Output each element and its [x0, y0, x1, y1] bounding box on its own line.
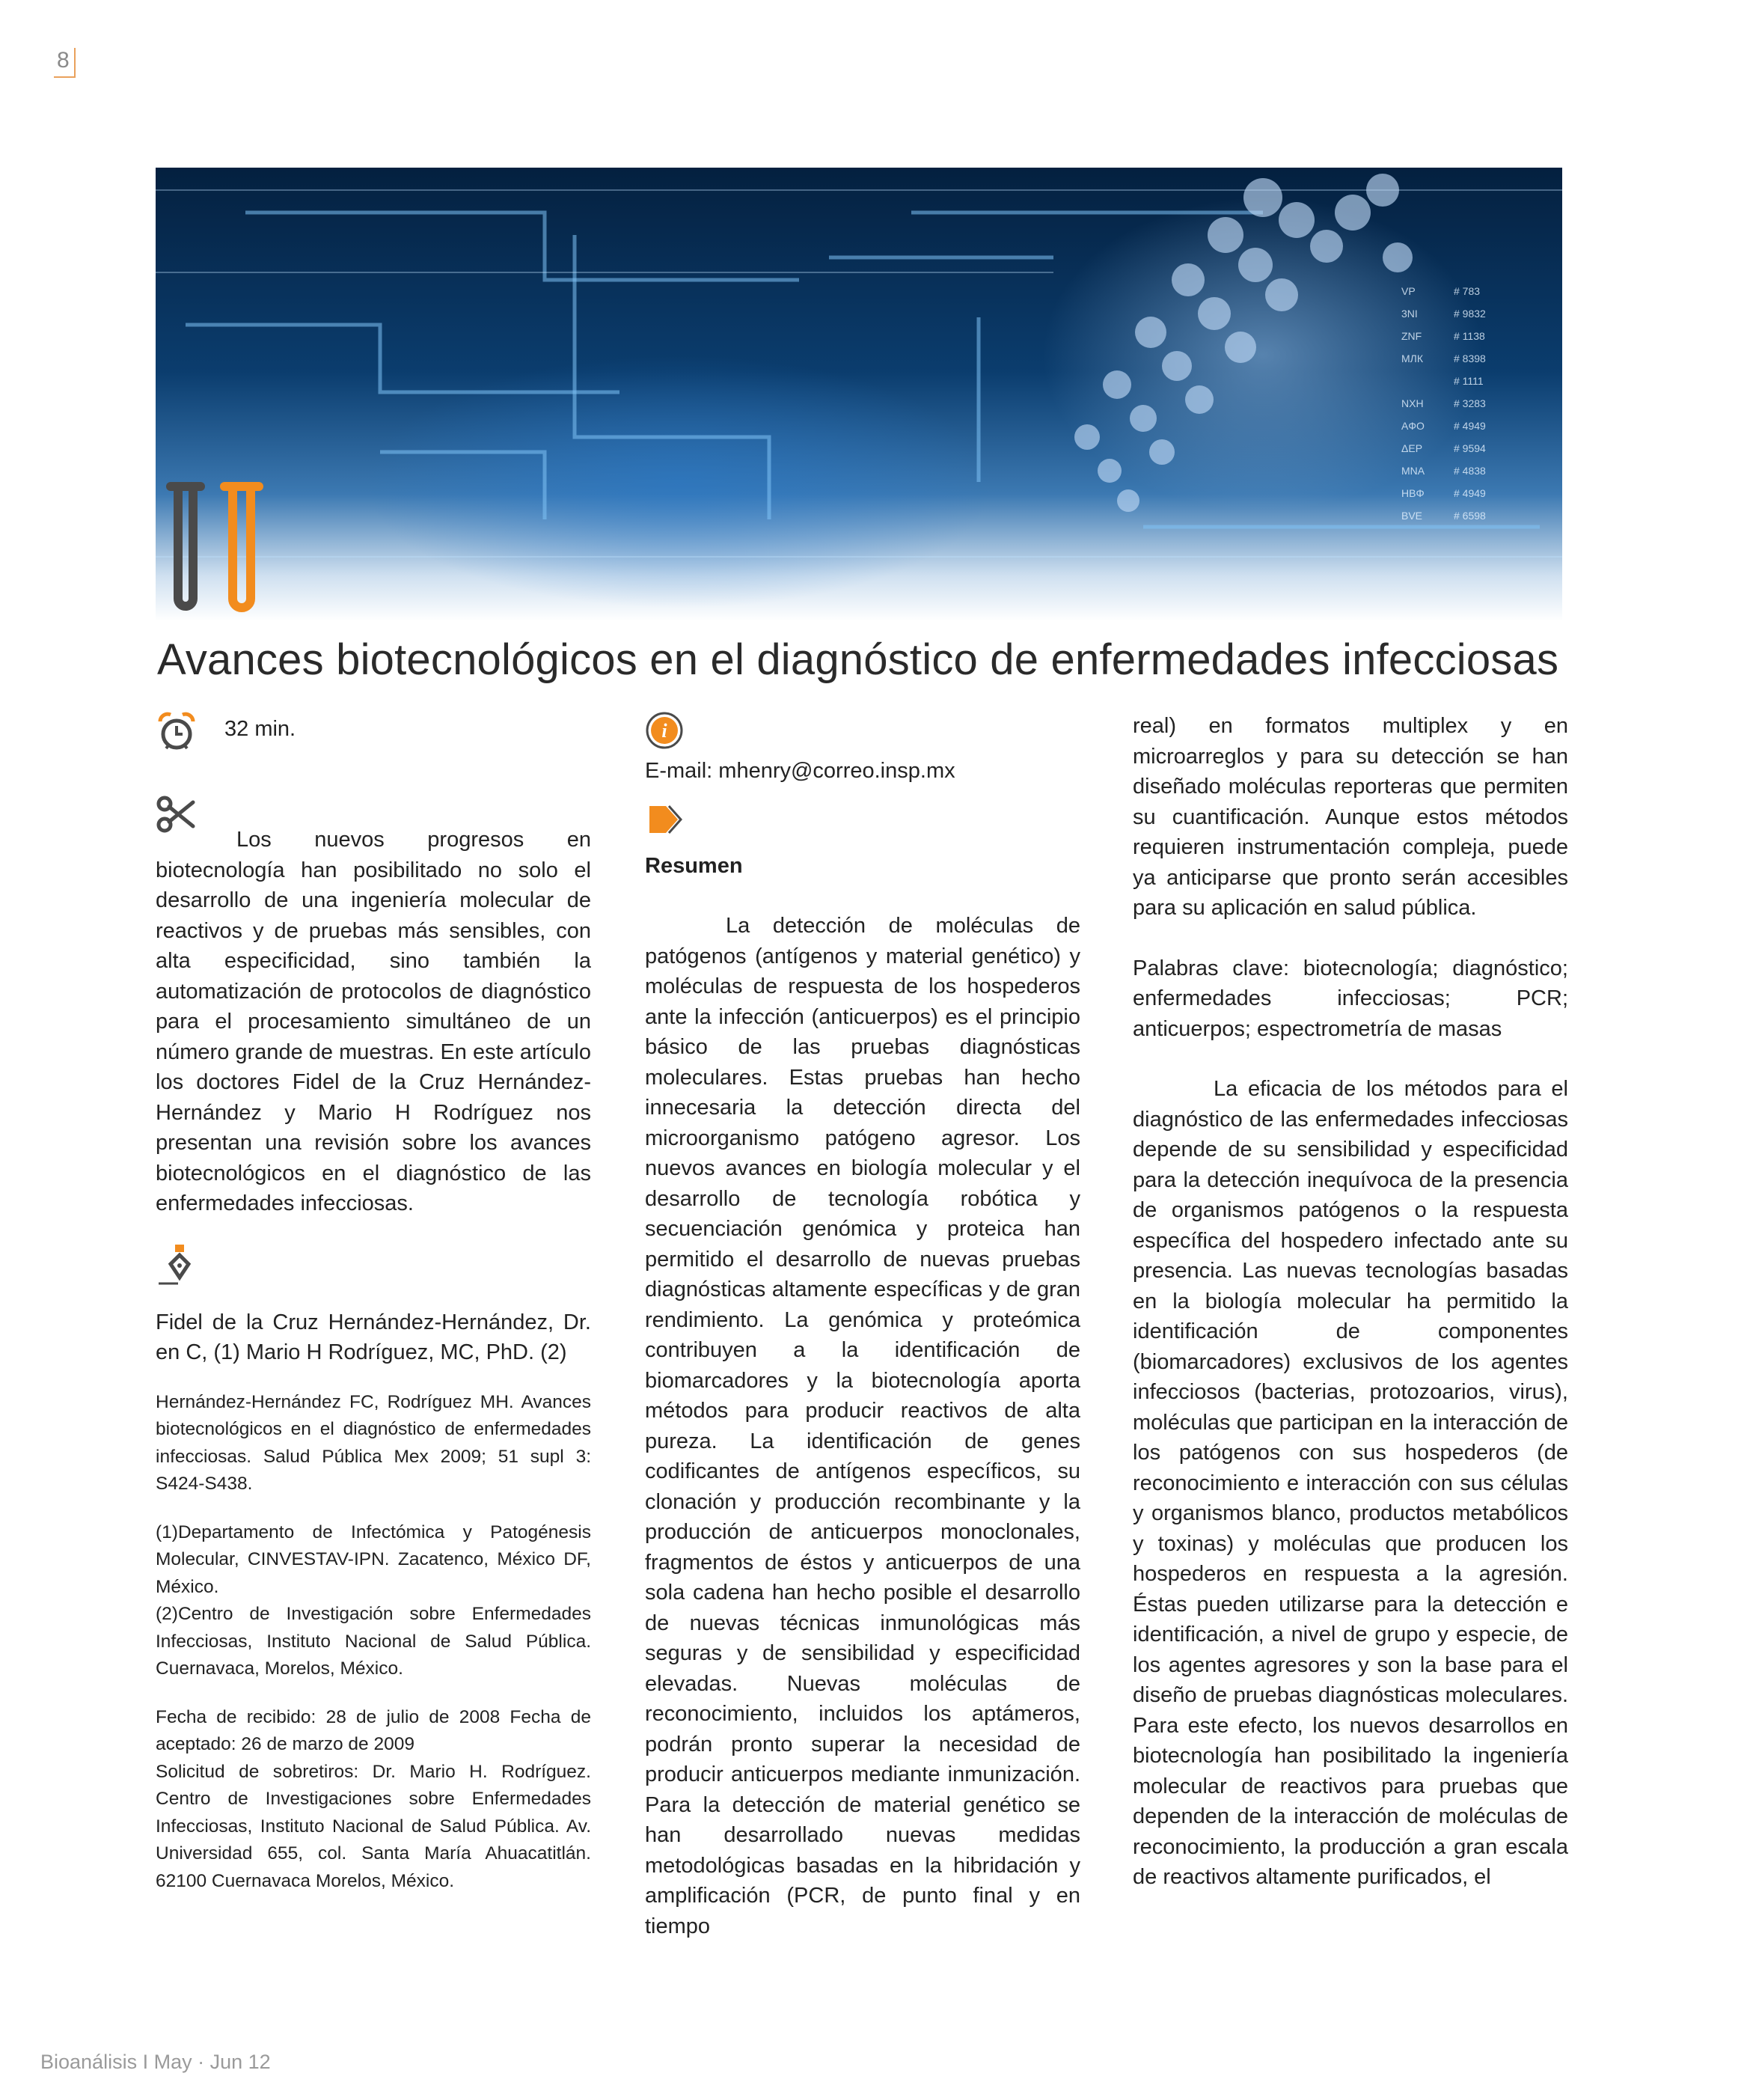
- page-footer: Bioanálisis I May · Jun 12: [40, 2051, 271, 2073]
- test-tubes-logo: [156, 479, 275, 621]
- keywords: Palabras clave: biotecnología; diagnóstico; enfermedades infecciosas; PCR; anticuerpos; espectrometría de masas: [1133, 956, 1568, 1041]
- body-paragraph: La eficacia de los métodos para el diagnóstico de las enfermedades infecciosas depende de su sensibilidad y especificidad para la detección inequívoca de la presencia de organismos patógenos o la respuesta específica del hospedero infectado ante su presencia. Las nuevas tecnologías basadas en la biología molecular ha permitido la identificación de componentes (biomarcadores) exclusivos de los agentes infecciosos (bacterias, protozoarios, virus), moléculas que participan en la interacción de los patógenos con sus hospederos (de reconocimiento e interacción con sus células y organismos blanco, productos metabólicos y toxinas) y moléculas que producen los hospederos en respuesta a la agresión. Éstas pueden utilizarse para la detección e identificación, a nivel de grupo y especie, de los agentes agresores y son la base para el diseño de pruebas diagnósticas moleculares. Para este efecto, los nuevos desarrollos en biotecnología han posibilitado la ingeniería molecular de reactivos para pruebas que dependen de la interacción de moléculas de reconocimiento, la producción a gran escala de reactivos altamente purificados, el: [1133, 1077, 1568, 1889]
- intro-paragraph: Los nuevos progresos en biotecnología han posibilitado no solo el desarrollo de una ingeniería molecular de reactivos y de pruebas más sensibles, con alta especificidad, sino también la automatización de protocolos de diagnóstico para el procesamiento simultáneo de un número grande de muestras. En este artículo los doctores Fidel de la Cruz Hernández-Hernández y Mario H Rodríguez nos presentan una revisión sobre los avances biotecnológicos en el diagnóstico de las enfermedades infecciosas.: [156, 828, 591, 1215]
- column-right: [1133, 711, 1568, 1893]
- abstract-paragraph-continued: real) en formatos multiplex y en microarreglos y para su detección se han diseñado moléculas reporteras que permiten su cuantificación. Aunque estos métodos requieren instrumentación compleja, puede ya anticiparse que pronto serán accesibles para su aplicación en salud pública.: [1133, 714, 1568, 920]
- hud-value: # 9594: [1454, 442, 1486, 454]
- authors: Fidel de la Cruz Hernández-Hernández, Dr. en C, (1) Mario H Rodríguez, MC, PhD. (2): [156, 1310, 591, 1364]
- reading-time-text: 32 min.: [224, 717, 296, 741]
- email: E-mail: mhenry@correo.insp.mx: [645, 759, 955, 783]
- hud-value: # 8398: [1454, 352, 1486, 364]
- article-title: Avances biotecnológicos en el diagnóstico de enfermedades infecciosas: [157, 635, 1559, 684]
- abstract-heading: Resumen: [645, 853, 743, 878]
- svg-text:i: i: [661, 720, 667, 742]
- column-left: [156, 711, 591, 1895]
- hud-value: # 6598: [1454, 510, 1486, 522]
- page-number: 8: [54, 48, 76, 78]
- hud-value: # 4838: [1454, 465, 1486, 477]
- reading-time: [156, 711, 591, 757]
- hud-label: ΔEP: [1401, 442, 1423, 454]
- affiliation-2: (2)Centro de Investigación sobre Enfermedades Infecciosas, Instituto Nacional de Salud Pública. Cuernavaca, Morelos, México.: [156, 1604, 591, 1679]
- hud-label: 3NI: [1401, 308, 1418, 320]
- arrow-right-icon: [645, 800, 684, 839]
- dates: Fecha de recibido: 28 de julio de 2008 Fecha de aceptado: 26 de marzo de 2009: [156, 1706, 591, 1754]
- column-middle: [645, 711, 1080, 1941]
- citation: Hernández-Hernández FC, Rodríguez MH. Avances biotecnológicos en el diagnóstico de enfermedades infecciosas. Salud Pública Mex 2009; 51 supl 3: S424-S438.: [156, 1391, 591, 1494]
- hud-value: # 9832: [1454, 308, 1486, 320]
- hud-label: VP: [1401, 285, 1416, 297]
- alarm-clock-icon: [156, 711, 198, 753]
- hud-label: HBΦ: [1401, 487, 1425, 499]
- hud-value: # 1138: [1454, 330, 1485, 342]
- hud-label: ZNF: [1401, 330, 1422, 342]
- affiliation-1: (1)Departamento de Infectómica y Patogénesis Molecular, CINVESTAV-IPN. Zacatenco, México DF, México.: [156, 1521, 591, 1597]
- hud-value: # 4949: [1454, 487, 1486, 499]
- hud-value: # 1111: [1454, 375, 1484, 387]
- fountain-pen-icon: [156, 1242, 201, 1286]
- header-banner-image: [156, 168, 1562, 621]
- abstract-paragraph: La detección de moléculas de patógenos (antígenos y material genético) y moléculas de respuesta de los hospederos ante la infección (anticuerpos) es el principio básico de las pruebas diagnósticas moleculares. Estas pruebas han hecho innecesaria la detección directa del microorganismo patógeno agresor. Los nuevos avances en biología molecular y el desarrollo de tecnología robótica y secuenciación genómica y proteica han permitido el desarrollo de nuevas pruebas diagnósticas altamente específicas y de gran rendimiento. La genómica y proteómica contribuyen a la identificación de biomarcadores y la biotecnología aporta métodos para producir reactivos de alta pureza. La identificación de genes codificantes de antígenos específicos, su clonación y producción recombinante y la producción de anticuerpos monoclonales, fragmentos de éstos y anticuerpos de una sola cadena han hecho posible el desarrollo de nuevas técnicas inmunológicas más seguras y de sensibilidad y especificidad elevadas. Nuevas moléculas de reconocimiento, incluidos los aptámeros, podrán pronto superar la necesidad de producir anticuerpos mediante inmunización. Para la detección de material genético se han desarrollado nuevas medidas metodológicas basadas en la hibridación y amplificación (PCR, de punto final y en tiempo: [645, 914, 1080, 1938]
- hud-label: MNA: [1401, 465, 1425, 477]
- hud-label: BVE: [1401, 510, 1423, 522]
- hud-label: AФO: [1401, 420, 1425, 432]
- hud-value: # 783: [1454, 285, 1481, 297]
- info-icon: [645, 711, 684, 750]
- reprints: Solicitud de sobretiros: Dr. Mario H. Rodríguez. Centro de Investigaciones sobre Enfermedades Infecciosas, Instituto Nacional de Salud Pública. Av. Universidad 655, col. Santa María Ahuacatitlán. 62100 Cuernavaca Morelos, México.: [156, 1761, 591, 1891]
- hud-label: МЛК: [1401, 352, 1424, 364]
- hud-label: NXH: [1401, 397, 1424, 409]
- hud-value: # 4949: [1454, 420, 1486, 432]
- hud-value: # 3283: [1454, 397, 1486, 409]
